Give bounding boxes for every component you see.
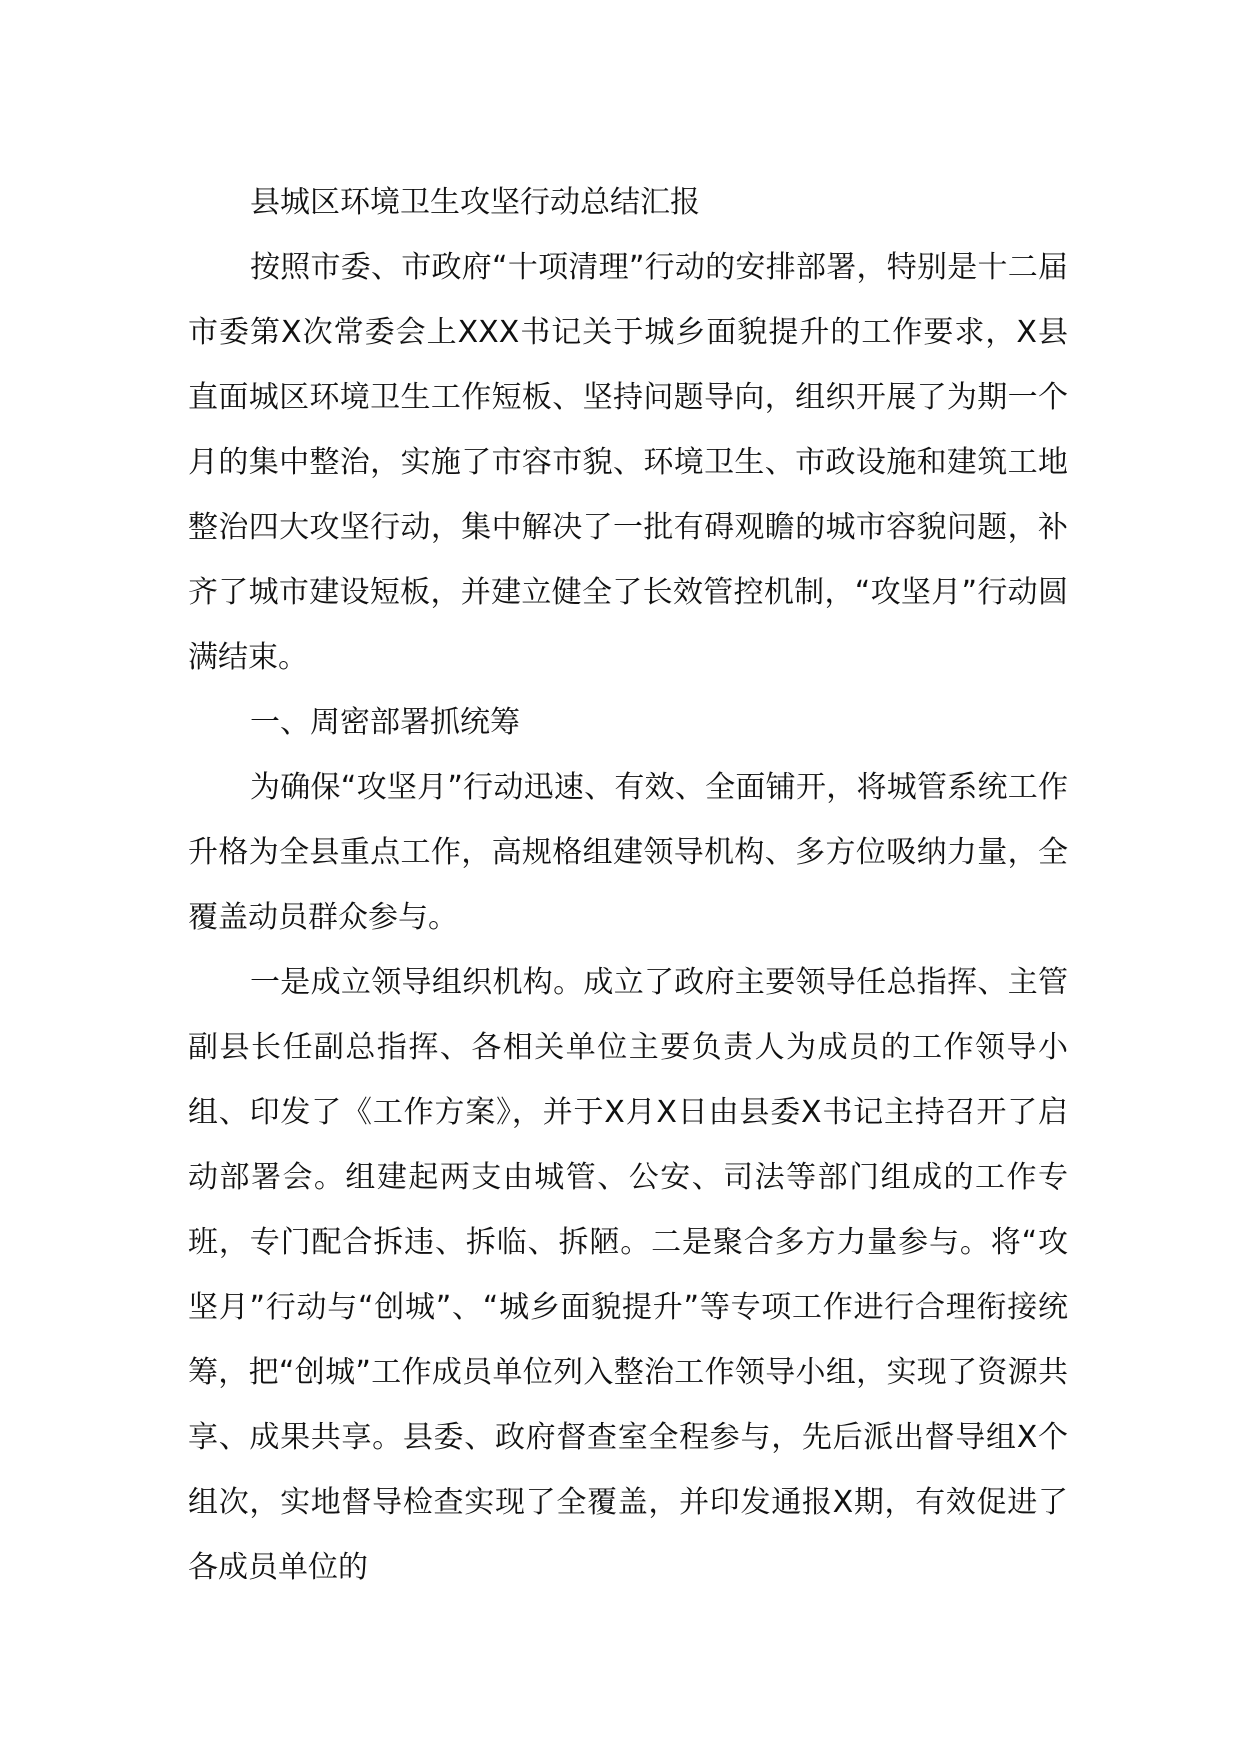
document-page [188, 170, 1068, 1600]
intro-paragraph: 按照市委、市政府“十项清理”行动的安排部署，特别是十二届市委第X次常委会上XXX书记关于城乡面貌提升的工作要求，X县直面城区环境卫生工作短板、坚持问题导向，组织开展了为期一个月的集中整治，实施了市容市貌、环境卫生、市政设施和建筑工地整治四大攻坚行动，集中解决了一批有碍观瞻的城市容貌问题，补齐了城市建设短板，并建立健全了长效管控机制，“攻坚月”行动圆满结束。 [188, 250, 1068, 675]
section-1-paragraph: 为确保“攻坚月”行动迅速、有效、全面铺开，将城管系统工作升格为全县重点工作，高规格组建领导机构、多方位吸纳力量，全覆盖动员群众参与。 [188, 770, 1068, 935]
document-title: 县城区环境卫生攻坚行动总结汇报 [250, 185, 700, 220]
section-heading-1: 一、周密部署抓统筹 [250, 705, 520, 740]
section-1-detail-paragraph: 一是成立领导组织机构。成立了政府主要领导任总指挥、主管副县长任副总指挥、各相关单位主要负责人为成员的工作领导小组、印发了《工作方案》，并于X月X日由县委X书记主持召开了启动部署会。组建起两支由城管、公安、司法等部门组成的工作专班，专门配合拆违、拆临、拆陋。二是聚合多方力量参与。将“攻坚月”行动与“创城”、“城乡面貌提升”等专项工作进行合理衔接统筹，把“创城”工作成员单位列入整治工作领导小组，实现了资源共享、成果共享。县委、政府督查室全程参与，先后派出督导组X个组次，实地督导检查实现了全覆盖，并印发通报X期，有效促进了各成员单位的 [188, 965, 1068, 1585]
